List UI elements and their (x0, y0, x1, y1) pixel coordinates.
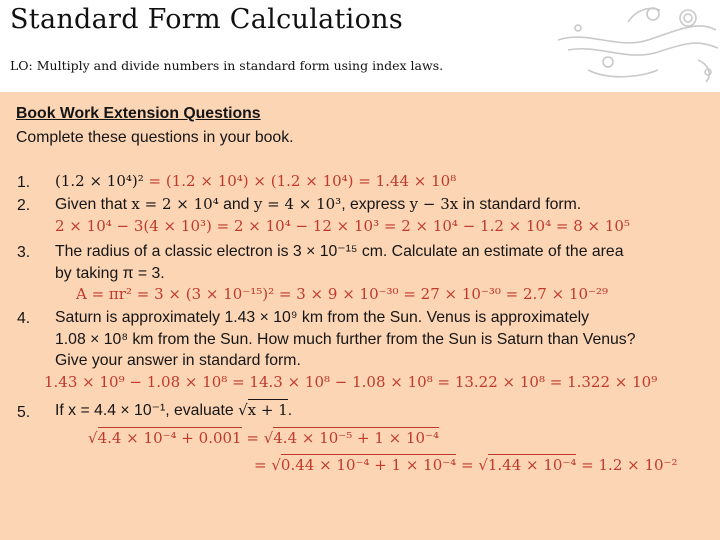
slide-header (0, 0, 720, 92)
answer-5-radicand-2: 4.4 × 10⁻⁵ + 1 × 10⁻⁴ (273, 429, 440, 447)
question-2 (55, 197, 581, 213)
question-2-text-d: in standard form. (458, 196, 582, 213)
question-2-text-b: and (218, 196, 254, 213)
question-4-line-1: Saturn is approximately 1.43 × 10⁹ km from the Sun. Venus is approximately (55, 309, 590, 326)
question-1 (55, 174, 456, 189)
answer-5-radicand-4: 1.44 × 10⁻⁴ (487, 456, 577, 474)
question-number-3: 3. (17, 244, 31, 261)
question-3-line-1: The radius of a classic electron is 3 × 10⁻¹⁵ cm. Calculate an estimate of the area (55, 243, 624, 260)
question-5-text-b: . (287, 402, 293, 419)
content-panel (0, 92, 720, 540)
question-number-5: 5. (17, 404, 31, 421)
question-2-text-c: , express (341, 196, 410, 213)
answer-5-line-1: √4.4 × 10⁻⁴ + 0.001 = √4.4 × 10⁻⁵ + 1 × 10⁻⁴ (88, 429, 440, 447)
learning-objective: LO: Multiply and divide numbers in standard form using index laws. (10, 58, 444, 73)
decorative-swirl-icon (548, 0, 720, 90)
answer-5-equals-3: = (456, 456, 479, 474)
question-4-line-2: 1.08 × 10⁸ km from the Sun. How much further from the Sun is Saturn than Venus? (55, 331, 636, 348)
answer-3: A = πr² = 3 × (3 × 10⁻¹⁵)² = 3 × 9 × 10⁻³⁰ = 27 × 10⁻³⁰ = 2.7 × 10⁻²⁹ (76, 285, 608, 303)
question-number-1: 1. (17, 174, 31, 191)
answer-5-result: = 1.2 × 10⁻² (576, 456, 678, 474)
question-5-text-a: If x = 4.4 × 10⁻¹, evaluate (55, 402, 239, 419)
question-5-radicand: x + 1 (247, 401, 288, 419)
section-heading: Book Work Extension Questions (16, 105, 261, 122)
slide-title: Standard Form Calculations (10, 4, 404, 35)
answer-5-equals-1: = (241, 429, 264, 447)
question-2-math-x: x = 2 × 10⁴ (131, 195, 219, 213)
question-1-expression: (1.2 × 10⁴)² (55, 172, 149, 190)
answer-5-line-2: = √0.44 × 10⁻⁴ + 1 × 10⁻⁴ = √1.44 × 10⁻⁴ = 1.2 × 10⁻² (254, 456, 678, 474)
question-5: If x = 4.4 × 10⁻¹, evaluate √x + 1. (55, 401, 293, 419)
answer-2: 2 × 10⁴ − 3(4 × 10³) = 2 × 10⁴ − 12 × 10³ = 2 × 10⁴ − 1.2 × 10⁴ = 8 × 10⁵ (55, 217, 630, 235)
question-2-text-a: Given that (55, 196, 132, 213)
question-number-2: 2. (17, 197, 31, 214)
answer-5-equals-2: = (254, 456, 272, 474)
answer-1: = (1.2 × 10⁴) × (1.2 × 10⁴) = 1.44 × 10⁸ (148, 172, 457, 190)
answer-5-radicand-3: 0.44 × 10⁻⁴ + 1 × 10⁻⁴ (280, 456, 457, 474)
question-3-line-2: by taking π = 3. (55, 265, 165, 282)
question-number-4: 4. (17, 310, 31, 327)
question-4-line-3: Give your answer in standard form. (55, 352, 301, 369)
answer-4: 1.43 × 10⁹ − 1.08 × 10⁸ = 14.3 × 10⁸ − 1.08 × 10⁸ = 13.22 × 10⁸ = 1.322 × 10⁹ (44, 373, 658, 391)
answer-5-radicand-1: 4.4 × 10⁻⁴ + 0.001 (97, 429, 242, 447)
question-2-math-expr: y − 3x (409, 195, 459, 213)
question-2-math-y: y = 4 × 10³ (253, 195, 342, 213)
instructions: Complete these questions in your book. (16, 129, 294, 146)
